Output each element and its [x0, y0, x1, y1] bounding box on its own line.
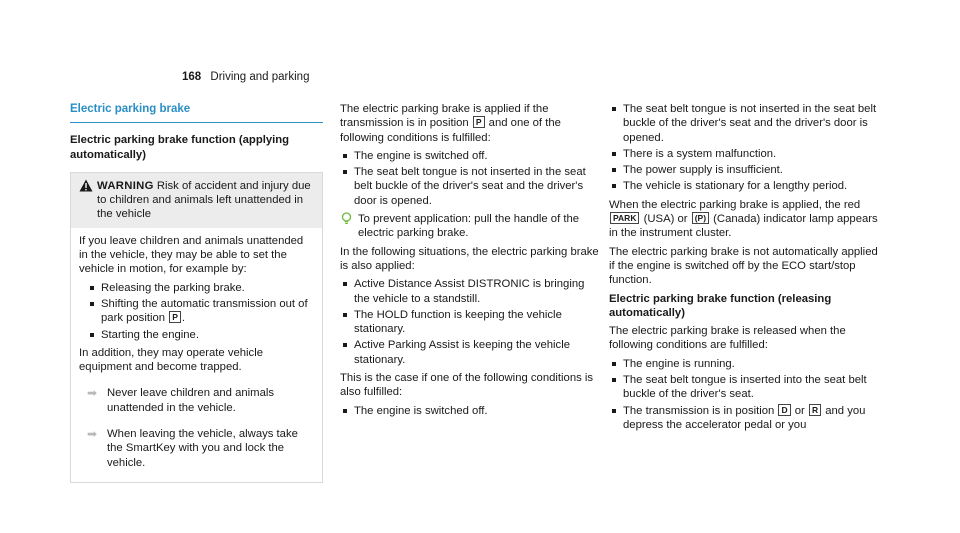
list-item	[609, 404, 884, 433]
list-item-text-b: and you depress the accelerator pedal or you	[623, 404, 866, 431]
warning-list	[87, 281, 314, 342]
paragraph: This is the case if one of the following conditions is also fulfilled:	[340, 372, 594, 399]
list-item-or: or	[794, 404, 805, 417]
paragraph: The electric parking brake is not automatically applied if the engine is switched off by the ECO start/stop function.	[609, 245, 878, 287]
list-item: The seat belt tongue is not inserted in the seat belt buckle of the driver's seat and the driver's door is opened.	[340, 165, 600, 208]
list-item-text: The transmission is in position	[623, 404, 775, 417]
list-item: Releasing the parking brake.	[87, 281, 314, 295]
note	[340, 212, 600, 241]
list-item: The power supply is insufficient.	[609, 163, 884, 177]
page-number: 168	[182, 71, 202, 83]
lamp-text-b: (USA) or	[643, 213, 688, 226]
conditions-list-2	[340, 404, 600, 418]
park-position-symbol: P	[473, 116, 485, 128]
warning-head-text: Risk of accident and injury due to children and animals left unattended in the vehicle	[97, 179, 311, 221]
page-header	[182, 70, 309, 84]
conditions-list	[340, 149, 600, 208]
action-item	[79, 427, 314, 470]
paragraph: The electric parking brake is released when the following conditions are fulfilled:	[609, 325, 846, 352]
arrow-right-icon: ➡	[87, 427, 98, 442]
drive-position-symbol: D	[778, 404, 790, 416]
action-text: When leaving the vehicle, always take the SmartKey with you and lock the vehicle.	[107, 428, 298, 469]
info-bulb-icon	[340, 212, 353, 225]
park-lamp-icon: PARK	[610, 212, 639, 224]
conditions-list-cont	[609, 102, 884, 194]
lamp-text-a: When the electric parking brake is applied, the red	[609, 198, 861, 211]
list-item: The vehicle is stationary for a lengthy period.	[609, 179, 884, 193]
list-item: The seat belt tongue is inserted into the seat belt buckle of the driver's seat.	[609, 373, 884, 402]
action-text: Never leave children and animals unattended in the vehicle.	[107, 387, 275, 414]
warning-header	[71, 173, 322, 228]
warning-body: If you leave children and animals unattended in the vehicle, they may be able to set the vehicle in motion, for example by:	[79, 234, 304, 276]
list-item: The engine is switched off.	[340, 404, 600, 418]
column-middle	[340, 102, 600, 422]
chapter-title: Driving and parking	[210, 71, 310, 83]
section-divider	[70, 122, 323, 123]
lamp-text-c: (Canada) indicator lamp appears in the instrument cluster.	[609, 213, 878, 240]
list-item: The seat belt tongue is not inserted in the seat belt buckle of the driver's seat and the driver's door is opened.	[609, 102, 884, 145]
action-item	[79, 386, 314, 415]
list-item	[87, 297, 314, 326]
section-title: Electric parking brake	[70, 103, 191, 115]
warning-triangle-icon	[79, 179, 93, 192]
situations-list	[340, 277, 600, 367]
warning-title: WARNING	[97, 179, 154, 192]
parking-brake-lamp-icon: (P)	[692, 212, 709, 224]
list-item: The engine is switched off.	[340, 149, 600, 163]
intro-text-b: and one of the following conditions is fulfilled:	[340, 117, 561, 144]
park-position-symbol: P	[169, 311, 181, 323]
column-left	[70, 102, 323, 483]
list-item-suffix: .	[181, 312, 186, 325]
indicator-lamp-paragraph	[609, 198, 884, 241]
warning-para: In addition, they may operate vehicle equipment and become trapped.	[79, 346, 263, 374]
list-item: The HOLD function is keeping the vehicle stationary.	[340, 308, 600, 337]
subheading: Electric parking brake function (applying automatically)	[70, 134, 290, 161]
paragraph: In the following situations, the electric parking brake is also applied:	[340, 245, 599, 272]
list-item: There is a system malfunction.	[609, 147, 884, 161]
intro-text-a: The electric parking brake is applied if the transmission is in position	[340, 103, 549, 130]
note-text: To prevent application: pull the handle of the electric parking brake.	[358, 213, 580, 240]
list-item: Starting the engine.	[87, 328, 314, 342]
arrow-right-icon: ➡	[87, 386, 98, 401]
list-item-text: Shifting the automatic transmission out of park position	[101, 297, 308, 325]
intro-paragraph	[340, 102, 600, 145]
list-item: Active Distance Assist DISTRONIC is bringing the vehicle to a standstill.	[340, 277, 600, 306]
list-item: The engine is running.	[609, 357, 884, 371]
release-conditions-list	[609, 357, 884, 432]
list-item: Active Parking Assist is keeping the vehicle stationary.	[340, 338, 600, 367]
warning-box	[70, 172, 323, 483]
column-right	[609, 102, 884, 436]
reverse-position-symbol: R	[809, 404, 821, 416]
subheading-release: Electric parking brake function (releasing automatically)	[609, 292, 832, 319]
